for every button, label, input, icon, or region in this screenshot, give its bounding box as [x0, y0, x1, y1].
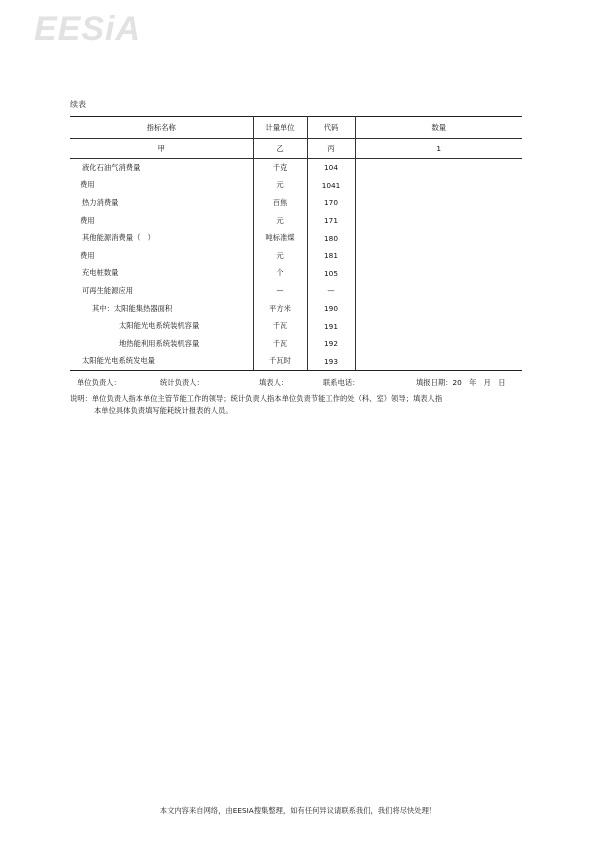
indicator-name: 地热能利用系统装机容量 — [119, 338, 200, 348]
code: 191 — [307, 317, 355, 335]
quantity-cell — [355, 212, 522, 230]
unit: 吨标准煤 — [253, 229, 307, 247]
code-1: 1 — [355, 139, 522, 159]
stat-head-label: 统计负责人： — [160, 378, 204, 387]
indicator-name: 热力消费量 — [82, 197, 119, 207]
note-line-1: 说明：单位负责人指本单位主管节能工作的领导；统计负责人指本单位负责节能工作的处（科、室）领导；填表人指 — [70, 394, 443, 403]
phone-label: 联系电话： — [323, 378, 360, 387]
table-header-row — [70, 117, 522, 139]
quantity-cell — [355, 159, 522, 177]
header-indicator-name: 指标名称 — [70, 117, 253, 139]
unit: 千瓦 — [253, 335, 307, 353]
indicator-name: 费用 — [80, 250, 95, 260]
unit: 千瓦时 — [253, 353, 307, 371]
code-yi: 乙 — [253, 139, 307, 159]
energy-statistics-table — [70, 116, 522, 371]
code: 171 — [307, 212, 355, 230]
table-row — [70, 282, 522, 300]
quantity-cell — [355, 317, 522, 335]
indicator-name: 其他能源消费量（ ） — [82, 233, 155, 243]
table-row — [70, 212, 522, 230]
unit: 平方米 — [253, 300, 307, 318]
quantity-cell — [355, 229, 522, 247]
quantity-cell — [355, 353, 522, 371]
quantity-cell — [355, 282, 522, 300]
code: 192 — [307, 335, 355, 353]
quantity-cell — [355, 194, 522, 212]
indicator-name: 可再生能源应用 — [82, 285, 134, 295]
fill-date-label: 填报日期：20 年 月 日 — [416, 378, 506, 387]
indicator-name: 太阳能光电系统装机容量 — [119, 321, 200, 331]
unit: 元 — [253, 212, 307, 230]
table-row — [70, 229, 522, 247]
quantity-cell — [355, 247, 522, 265]
code: 193 — [307, 353, 355, 371]
table-row — [70, 159, 522, 177]
quantity-cell — [355, 177, 522, 195]
table-row — [70, 300, 522, 318]
table-row — [70, 247, 522, 265]
indicator-name: 其中：太阳能集热器面积 — [92, 303, 173, 313]
header-code: 代码 — [307, 117, 355, 139]
table-row — [70, 335, 522, 353]
code: 170 — [307, 194, 355, 212]
filler-label: 填表人： — [259, 378, 289, 387]
code: 104 — [307, 159, 355, 177]
quantity-cell — [355, 265, 522, 283]
indicator-name: 充电桩数量 — [82, 268, 119, 278]
unit: 百焦 — [253, 194, 307, 212]
code-jia: 甲 — [70, 139, 253, 159]
eesia-logo: EESiA — [34, 10, 142, 48]
unit: — — [253, 282, 307, 300]
header-unit: 计量单位 — [253, 117, 307, 139]
unit-head-label: 单位负责人： — [77, 378, 121, 387]
code-bing: 丙 — [307, 139, 355, 159]
code: 181 — [307, 247, 355, 265]
code: 1041 — [307, 177, 355, 195]
unit: 千克 — [253, 159, 307, 177]
explanation-note — [70, 393, 524, 417]
table-row — [70, 317, 522, 335]
table-row — [70, 194, 522, 212]
quantity-cell — [355, 300, 522, 318]
code: 180 — [307, 229, 355, 247]
table-row — [70, 265, 522, 283]
source-footer: 本文内容来自网络，由EESIA搜集整理，如有任何异议请联系我们，我们将尽快处理！ — [159, 806, 437, 815]
table-row — [70, 177, 522, 195]
table-code-row — [70, 139, 522, 159]
table-subtitle: 续表 — [70, 100, 86, 109]
table-row — [70, 353, 522, 371]
unit: 元 — [253, 247, 307, 265]
unit: 千瓦 — [253, 317, 307, 335]
note-line-2: 本单位具体负责填写能耗统计报表的人员。 — [94, 406, 233, 415]
indicator-name: 液化石油气消费量 — [82, 162, 141, 172]
code: 105 — [307, 265, 355, 283]
code: 190 — [307, 300, 355, 318]
indicator-name: 太阳能光电系统发电量 — [70, 353, 253, 371]
header-quantity: 数量 — [355, 117, 522, 139]
unit: 个 — [253, 265, 307, 283]
indicator-name: 费用 — [80, 215, 95, 225]
unit: 元 — [253, 177, 307, 195]
indicator-name: 费用 — [80, 180, 95, 190]
code: — — [307, 282, 355, 300]
quantity-cell — [355, 335, 522, 353]
